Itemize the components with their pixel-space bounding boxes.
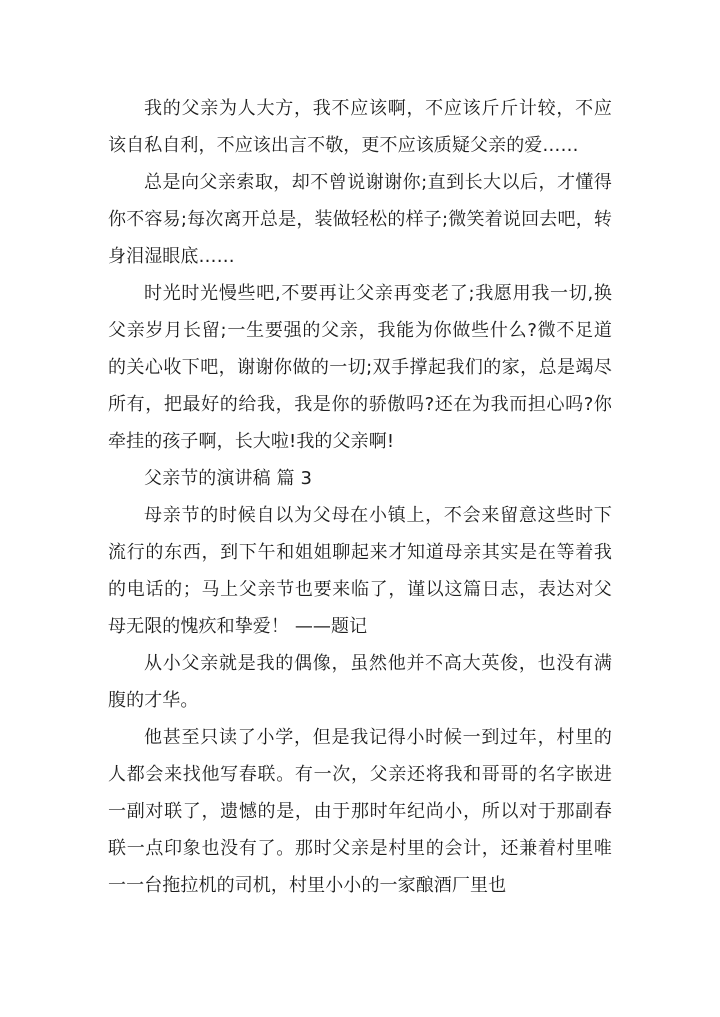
paragraph-2: 总是向父亲索取，却不曾说谢谢你;直到长大以后，才懂得你不容易;每次离开总是，装做轻松的样子;微笑着说回去吧，转身泪湿眼底…… <box>108 172 612 267</box>
document-body <box>108 90 612 904</box>
paragraph-4: 母亲节的时候自以为父母在小镇上，不会来留意这些时下流行的东西，到下午和姐姐聊起来才知道母亲其实是在等着我的电话的；马上父亲节也要来临了，谨以这篇日志，表达对父母无限的愧疚和挚爱！ ——题记 <box>108 505 612 637</box>
section-heading: 父亲节的演讲稿 篇 3 <box>144 468 312 489</box>
paragraph-5: 从小父亲就是我的偶像，虽然他并不高大英俊，也没有满腹的才华。 <box>108 653 612 711</box>
paragraph-1: 我的父亲为人大方，我不应该啊，不应该斤斤计较，不应该自私自利，不应该出言不敬，更不应该质疑父亲的爱…… <box>108 98 612 156</box>
paragraph-3: 时光时光慢些吧,不要再让父亲再变老了;我愿用我一切,换父亲岁月长留;一生要强的父亲，我能为你做些什么?微不足道的关心收下吧，谢谢你做的一切;双手撑起我们的家，总是竭尽所有，把最好的给我，我是你的骄傲吗?还在为我而担心吗?你牵挂的孩子啊，长大啦!我的父亲啊! <box>108 283 612 452</box>
paragraph-6: 他甚至只读了小学，但是我记得小时候一到过年，村里的人都会来找他写春联。有一次，父亲还将我和哥哥的名字嵌进一副对联了，遗憾的是，由于那时年纪尚小，所以对于那副春联一点印象也没有了。那时父亲是村里的会计，还兼着村里唯一一台拖拉机的司机，村里小小的一家酿酒厂里也 <box>108 727 612 896</box>
